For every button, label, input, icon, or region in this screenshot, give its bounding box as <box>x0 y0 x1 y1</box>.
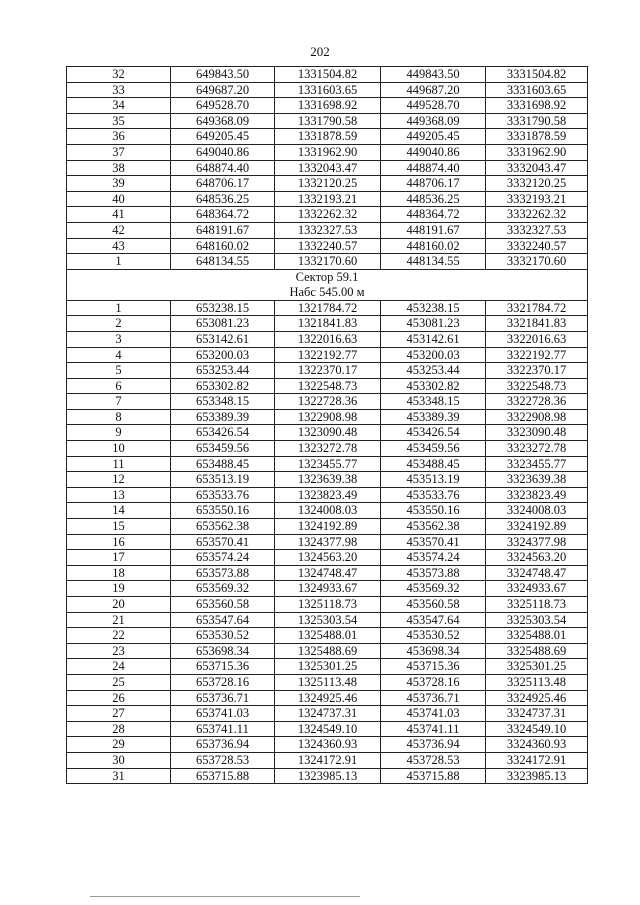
table-cell: 653200.03 <box>171 347 275 363</box>
table-cell: 1324748.47 <box>275 565 381 581</box>
table-row <box>67 82 588 98</box>
table-row <box>67 534 588 550</box>
table-cell: 453569.32 <box>381 581 486 597</box>
table-cell: 3324737.31 <box>486 706 588 722</box>
table-cell: 3324933.67 <box>486 581 588 597</box>
table-cell: 453253.44 <box>381 363 486 379</box>
table-cell: 19 <box>67 581 171 597</box>
table-cell: 653459.56 <box>171 441 275 457</box>
table-cell: 3322908.98 <box>486 409 588 425</box>
table-cell: 8 <box>67 409 171 425</box>
table-row <box>67 129 588 145</box>
table-cell: 1323823.49 <box>275 487 381 503</box>
table-cell: 649843.50 <box>171 67 275 83</box>
table-cell: 3324549.10 <box>486 721 588 737</box>
table-cell: 448160.02 <box>381 238 486 254</box>
table-row <box>67 487 588 503</box>
table-cell: 11 <box>67 456 171 472</box>
table-cell: 1331603.65 <box>275 82 381 98</box>
table-cell: 38 <box>67 160 171 176</box>
table-cell: 653573.88 <box>171 565 275 581</box>
table-cell: 3325488.01 <box>486 628 588 644</box>
table-cell: 3324925.46 <box>486 690 588 706</box>
table-cell: 1324563.20 <box>275 550 381 566</box>
table-cell: 3323823.49 <box>486 487 588 503</box>
table-cell: 20 <box>67 597 171 613</box>
table-row <box>67 300 588 316</box>
table-cell: 3332240.57 <box>486 238 588 254</box>
table-row <box>67 752 588 768</box>
table-cell: 4 <box>67 347 171 363</box>
table-row <box>67 207 588 223</box>
table-row <box>67 597 588 613</box>
sector-title: Сектор 59.1 <box>295 269 359 284</box>
table-cell: 1 <box>67 254 171 270</box>
table-cell: 6 <box>67 378 171 394</box>
table-row <box>67 238 588 254</box>
table-cell: 649040.86 <box>171 144 275 160</box>
table-cell: 448874.40 <box>381 160 486 176</box>
table-cell: 1324008.03 <box>275 503 381 519</box>
table-cell: 653574.24 <box>171 550 275 566</box>
table-row <box>67 690 588 706</box>
table-cell: 653389.39 <box>171 409 275 425</box>
table-cell: 3324377.98 <box>486 534 588 550</box>
table-cell: 30 <box>67 752 171 768</box>
table-cell: 3332120.25 <box>486 176 588 192</box>
table-cell: 1332240.57 <box>275 238 381 254</box>
table-cell: 7 <box>67 394 171 410</box>
table-cell: 653736.71 <box>171 690 275 706</box>
table-cell: 1325301.25 <box>275 659 381 675</box>
table-cell: 1322016.63 <box>275 331 381 347</box>
table-cell: 453550.16 <box>381 503 486 519</box>
table-cell: 453533.76 <box>381 487 486 503</box>
coordinates-table-body <box>67 67 588 784</box>
table-row <box>67 472 588 488</box>
table-cell: 1324933.67 <box>275 581 381 597</box>
table-row <box>67 503 588 519</box>
table-cell: 653302.82 <box>171 378 275 394</box>
table-cell: 18 <box>67 565 171 581</box>
table-cell: 3331962.90 <box>486 144 588 160</box>
table-cell: 453741.03 <box>381 706 486 722</box>
table-cell: 3323272.78 <box>486 441 588 457</box>
table-cell: 448364.72 <box>381 207 486 223</box>
table-cell: 3322548.73 <box>486 378 588 394</box>
table-cell: 1325118.73 <box>275 597 381 613</box>
table-cell: 1324737.31 <box>275 706 381 722</box>
table-cell: 1331698.92 <box>275 98 381 114</box>
table-cell: 1322370.17 <box>275 363 381 379</box>
table-cell: 653560.58 <box>171 597 275 613</box>
table-cell: 653728.16 <box>171 674 275 690</box>
table-cell: 653426.54 <box>171 425 275 441</box>
table-cell: 2 <box>67 316 171 332</box>
table-row <box>67 643 588 659</box>
table-cell: 453562.38 <box>381 519 486 535</box>
table-cell: 449205.45 <box>381 129 486 145</box>
table-cell: 42 <box>67 222 171 238</box>
table-cell: 3331790.58 <box>486 113 588 129</box>
table-cell: 3325118.73 <box>486 597 588 613</box>
table-cell: 1324377.98 <box>275 534 381 550</box>
table-cell: 453547.64 <box>381 612 486 628</box>
table-cell: 449687.20 <box>381 82 486 98</box>
table-cell: 3324748.47 <box>486 565 588 581</box>
table-row <box>67 628 588 644</box>
table-cell: 1331878.59 <box>275 129 381 145</box>
table-cell: 39 <box>67 176 171 192</box>
table-cell: 1332120.25 <box>275 176 381 192</box>
table-cell: 648536.25 <box>171 191 275 207</box>
table-cell: 1321841.83 <box>275 316 381 332</box>
table-cell: 453238.15 <box>381 300 486 316</box>
table-cell: 14 <box>67 503 171 519</box>
table-row <box>67 67 588 83</box>
table-cell: 1324549.10 <box>275 721 381 737</box>
table-cell: 453389.39 <box>381 409 486 425</box>
table-cell: 648160.02 <box>171 238 275 254</box>
table-row <box>67 394 588 410</box>
table-cell: 448536.25 <box>381 191 486 207</box>
table-cell: 649528.70 <box>171 98 275 114</box>
table-cell: 22 <box>67 628 171 644</box>
table-cell: 653238.15 <box>171 300 275 316</box>
table-cell: 1321784.72 <box>275 300 381 316</box>
table-cell: 36 <box>67 129 171 145</box>
table-cell: 453513.19 <box>381 472 486 488</box>
table-cell: 1325488.69 <box>275 643 381 659</box>
table-cell: 653488.45 <box>171 456 275 472</box>
table-cell: 10 <box>67 441 171 457</box>
table-cell: 3324192.89 <box>486 519 588 535</box>
table-cell: 3323455.77 <box>486 456 588 472</box>
table-row <box>67 674 588 690</box>
table-cell: 3321784.72 <box>486 300 588 316</box>
table-cell: 653728.53 <box>171 752 275 768</box>
table-row <box>67 565 588 581</box>
table-cell: 649205.45 <box>171 129 275 145</box>
table-row <box>67 176 588 192</box>
table-cell: 1323639.38 <box>275 472 381 488</box>
table-cell: 3331603.65 <box>486 82 588 98</box>
table-cell: 453459.56 <box>381 441 486 457</box>
table-cell: 648191.67 <box>171 222 275 238</box>
table-cell: 648706.17 <box>171 176 275 192</box>
table-cell: 9 <box>67 425 171 441</box>
table-row <box>67 331 588 347</box>
table-cell: 653550.16 <box>171 503 275 519</box>
table-cell: 453728.16 <box>381 674 486 690</box>
table-cell: 653142.61 <box>171 331 275 347</box>
table-cell: 1322192.77 <box>275 347 381 363</box>
table-cell: 3322192.77 <box>486 347 588 363</box>
table-cell: 653741.03 <box>171 706 275 722</box>
table-cell: 29 <box>67 737 171 753</box>
table-cell: 448706.17 <box>381 176 486 192</box>
table-row <box>67 347 588 363</box>
table-cell: 1323455.77 <box>275 456 381 472</box>
table-cell: 1325113.48 <box>275 674 381 690</box>
table-cell: 653513.19 <box>171 472 275 488</box>
table-cell: 3322728.36 <box>486 394 588 410</box>
table-cell: 449040.86 <box>381 144 486 160</box>
table-cell: 448134.55 <box>381 254 486 270</box>
table-cell: 1332170.60 <box>275 254 381 270</box>
table-cell: 33 <box>67 82 171 98</box>
footer-rule <box>90 896 360 897</box>
table-cell: 649368.09 <box>171 113 275 129</box>
table-cell: 449843.50 <box>381 67 486 83</box>
table-cell: 3324008.03 <box>486 503 588 519</box>
table-cell: 448191.67 <box>381 222 486 238</box>
table-cell: 1324925.46 <box>275 690 381 706</box>
table-cell: 3322016.63 <box>486 331 588 347</box>
table-cell: 3323090.48 <box>486 425 588 441</box>
table-cell: 453728.53 <box>381 752 486 768</box>
table-row <box>67 160 588 176</box>
table-cell: 41 <box>67 207 171 223</box>
table-cell: 1325488.01 <box>275 628 381 644</box>
table-cell: 21 <box>67 612 171 628</box>
table-cell: 1332193.21 <box>275 191 381 207</box>
table-cell: 1323090.48 <box>275 425 381 441</box>
table-cell: 1323985.13 <box>275 768 381 784</box>
table-cell: 1 <box>67 300 171 316</box>
table-cell: 453736.94 <box>381 737 486 753</box>
table-cell: 453573.88 <box>381 565 486 581</box>
table-cell: 13 <box>67 487 171 503</box>
table-cell: 453560.58 <box>381 597 486 613</box>
table-row <box>67 550 588 566</box>
table-row <box>67 98 588 114</box>
table-cell: 3322370.17 <box>486 363 588 379</box>
table-cell: 453570.41 <box>381 534 486 550</box>
table-cell: 453741.11 <box>381 721 486 737</box>
page-number: 202 <box>310 44 330 59</box>
table-cell: 3331698.92 <box>486 98 588 114</box>
table-row <box>67 519 588 535</box>
sector-header <box>67 269 588 300</box>
table-cell: 453530.52 <box>381 628 486 644</box>
table-row <box>67 316 588 332</box>
table-cell: 26 <box>67 690 171 706</box>
table-row <box>67 144 588 160</box>
table-cell: 3332170.60 <box>486 254 588 270</box>
table-cell: 35 <box>67 113 171 129</box>
table-row <box>67 706 588 722</box>
table-cell: 653533.76 <box>171 487 275 503</box>
table-row <box>67 191 588 207</box>
table-cell: 34 <box>67 98 171 114</box>
table-cell: 15 <box>67 519 171 535</box>
table-cell: 3332043.47 <box>486 160 588 176</box>
table-cell: 653569.32 <box>171 581 275 597</box>
table-row <box>67 425 588 441</box>
table-cell: 453142.61 <box>381 331 486 347</box>
table-cell: 648364.72 <box>171 207 275 223</box>
table-cell: 653698.34 <box>171 643 275 659</box>
table-cell: 23 <box>67 643 171 659</box>
table-cell: 1322548.73 <box>275 378 381 394</box>
table-cell: 3324563.20 <box>486 550 588 566</box>
table-cell: 453488.45 <box>381 456 486 472</box>
table-cell: 648134.55 <box>171 254 275 270</box>
table-cell: 653530.52 <box>171 628 275 644</box>
sector-header-row <box>67 269 588 300</box>
table-cell: 3325488.69 <box>486 643 588 659</box>
table-cell: 453736.71 <box>381 690 486 706</box>
table-cell: 12 <box>67 472 171 488</box>
table-cell: 653736.94 <box>171 737 275 753</box>
table-cell: 32 <box>67 67 171 83</box>
table-cell: 1332327.53 <box>275 222 381 238</box>
table-cell: 1331790.58 <box>275 113 381 129</box>
table-cell: 3331504.82 <box>486 67 588 83</box>
table-row <box>67 113 588 129</box>
table-cell: 453081.23 <box>381 316 486 332</box>
table-row <box>67 222 588 238</box>
table-cell: 453698.34 <box>381 643 486 659</box>
table-cell: 3321841.83 <box>486 316 588 332</box>
table-cell: 37 <box>67 144 171 160</box>
table-cell: 1323272.78 <box>275 441 381 457</box>
table-cell: 449368.09 <box>381 113 486 129</box>
table-row <box>67 612 588 628</box>
table-cell: 3324360.93 <box>486 737 588 753</box>
table-row <box>67 363 588 379</box>
table-cell: 25 <box>67 674 171 690</box>
table-row <box>67 659 588 675</box>
table-cell: 453574.24 <box>381 550 486 566</box>
table-cell: 27 <box>67 706 171 722</box>
table-cell: 1332043.47 <box>275 160 381 176</box>
table-cell: 453715.36 <box>381 659 486 675</box>
table-cell: 449528.70 <box>381 98 486 114</box>
table-cell: 648874.40 <box>171 160 275 176</box>
table-cell: 3332193.21 <box>486 191 588 207</box>
table-cell: 653715.88 <box>171 768 275 784</box>
table-cell: 5 <box>67 363 171 379</box>
table-cell: 453200.03 <box>381 347 486 363</box>
table-cell: 653348.15 <box>171 394 275 410</box>
table-row <box>67 581 588 597</box>
table-cell: 3325303.54 <box>486 612 588 628</box>
table-cell: 653081.23 <box>171 316 275 332</box>
table-cell: 3332262.32 <box>486 207 588 223</box>
table-cell: 1331504.82 <box>275 67 381 83</box>
table-cell: 1325303.54 <box>275 612 381 628</box>
table-cell: 16 <box>67 534 171 550</box>
table-cell: 1332262.32 <box>275 207 381 223</box>
table-cell: 1322728.36 <box>275 394 381 410</box>
table-cell: 1324172.91 <box>275 752 381 768</box>
table-cell: 453302.82 <box>381 378 486 394</box>
table-row <box>67 254 588 270</box>
table-row <box>67 409 588 425</box>
table-cell: 653715.36 <box>171 659 275 675</box>
table-row <box>67 721 588 737</box>
table-cell: 3323985.13 <box>486 768 588 784</box>
table-cell: 1324192.89 <box>275 519 381 535</box>
table-cell: 3325113.48 <box>486 674 588 690</box>
table-cell: 1322908.98 <box>275 409 381 425</box>
table-cell: 653562.38 <box>171 519 275 535</box>
sector-subtitle: Набс 545.00 м <box>289 284 365 299</box>
table-cell: 3324172.91 <box>486 752 588 768</box>
table-cell: 649687.20 <box>171 82 275 98</box>
table-cell: 17 <box>67 550 171 566</box>
table-cell: 40 <box>67 191 171 207</box>
table-cell: 653741.11 <box>171 721 275 737</box>
table-cell: 453426.54 <box>381 425 486 441</box>
coordinates-table <box>66 66 588 784</box>
table-cell: 3 <box>67 331 171 347</box>
table-cell: 653547.64 <box>171 612 275 628</box>
table-cell: 3331878.59 <box>486 129 588 145</box>
table-cell: 1331962.90 <box>275 144 381 160</box>
table-cell: 1324360.93 <box>275 737 381 753</box>
table-row <box>67 378 588 394</box>
table-cell: 3332327.53 <box>486 222 588 238</box>
table-cell: 453348.15 <box>381 394 486 410</box>
table-cell: 653570.41 <box>171 534 275 550</box>
table-cell: 24 <box>67 659 171 675</box>
table-cell: 43 <box>67 238 171 254</box>
table-cell: 3325301.25 <box>486 659 588 675</box>
table-cell: 653253.44 <box>171 363 275 379</box>
table-cell: 3323639.38 <box>486 472 588 488</box>
table-cell: 453715.88 <box>381 768 486 784</box>
table-cell: 31 <box>67 768 171 784</box>
table-cell: 28 <box>67 721 171 737</box>
table-row <box>67 768 588 784</box>
table-row <box>67 737 588 753</box>
table-row <box>67 441 588 457</box>
table-row <box>67 456 588 472</box>
